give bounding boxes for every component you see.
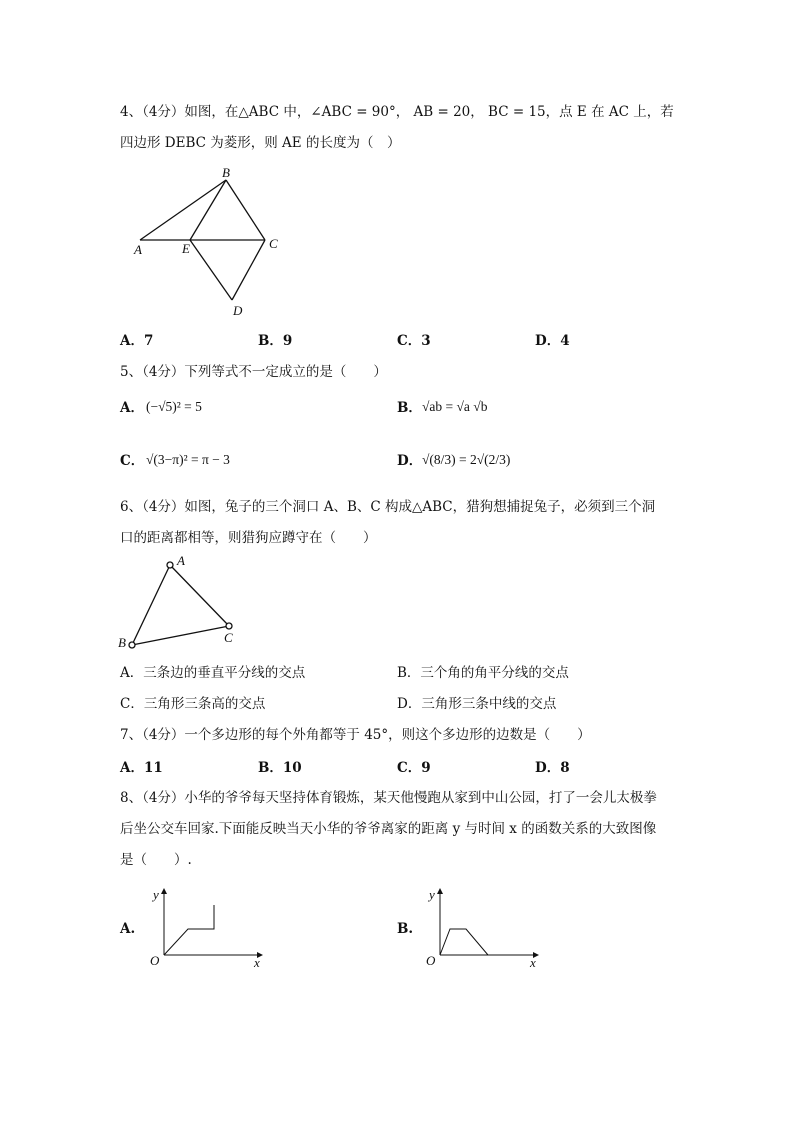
q4-option-d[interactable]: D．4 xyxy=(535,333,570,349)
q4-stem-line2: 四边形 DEBC 为菱形，则 AE 的长度为（ ） xyxy=(120,135,401,151)
q6-label-A: A xyxy=(177,553,185,568)
q5-option-b-label[interactable]: B． xyxy=(397,400,422,416)
q4-option-b[interactable]: B．9 xyxy=(258,333,293,349)
q6-label-C: C xyxy=(224,630,233,645)
q6-stem-line1: 6、（4分）如图，兔子的三个洞口 A、B、C 构成△ABC，猎狗想捕捉兔子，必须到三个洞 xyxy=(120,499,656,515)
q5-stem: 5、（4分）下列等式不一定成立的是（ ） xyxy=(120,364,387,380)
q6-option-d[interactable]: D．三角形三条中线的交点 xyxy=(397,696,557,712)
q4-stem-line1: 4、（4分）如图，在△ABC 中，∠ABC = 90°， AB = 20， BC = 15，点 E 在 AC 上，若 xyxy=(120,104,674,120)
q8-stem-line1: 8、（4分）小华的爷爷每天坚持体育锻炼，某天他慢跑从家到中山公园，打了一会儿太极拳 xyxy=(120,790,657,806)
q8-graph-a xyxy=(148,885,268,970)
q8-stem-line3: 是（ ）. xyxy=(120,852,192,868)
q7-option-a[interactable]: A．11 xyxy=(120,760,163,776)
q6-figure-triangle xyxy=(118,555,248,655)
q5-option-a-math: (−√5)² = 5 xyxy=(146,399,202,414)
q8b-axis-x: x xyxy=(530,955,536,970)
q5-option-a-label[interactable]: A． xyxy=(120,400,144,416)
q7-option-b[interactable]: B．10 xyxy=(258,760,302,776)
q4-label-D: D xyxy=(233,303,243,318)
q6-option-c[interactable]: C．三角形三条高的交点 xyxy=(120,696,266,712)
q7-option-c[interactable]: C．9 xyxy=(397,760,431,776)
q6-stem-line2: 口的距离都相等，则猎狗应蹲守在（ ） xyxy=(120,530,377,546)
q4-option-a[interactable]: A．7 xyxy=(120,333,154,349)
q8b-origin: O xyxy=(426,953,436,968)
q4-label-A: A xyxy=(134,242,142,257)
q4-label-B: B xyxy=(222,165,230,180)
q7-option-d[interactable]: D．8 xyxy=(535,760,570,776)
q8b-axis-y: y xyxy=(429,887,435,902)
q8-option-b[interactable]: B. xyxy=(397,921,414,937)
q6-label-B: B xyxy=(118,635,126,650)
q6-option-a[interactable]: A．三条边的垂直平分线的交点 xyxy=(120,665,306,681)
q4-figure-rhombus xyxy=(130,165,290,325)
q5-option-c-math: √(3−π)² = π − 3 xyxy=(146,452,230,467)
q8-stem-line2: 后坐公交车回家.下面能反映当天小华的爷爷离家的距离 y 与时间 x 的函数关系的大致图像 xyxy=(120,821,657,837)
q6-option-b[interactable]: B．三个角的角平分线的交点 xyxy=(397,665,569,681)
q8a-origin: O xyxy=(150,953,160,968)
q7-stem: 7、（4分）一个多边形的每个外角都等于 45°，则这个多边形的边数是（ ） xyxy=(120,727,591,743)
q5-option-b-math: √ab = √a √b xyxy=(422,399,488,414)
q5-option-d-math: √(8/3) = 2√(2/3) xyxy=(422,452,511,467)
q5-option-c-label[interactable]: C． xyxy=(120,453,145,469)
q8-graph-b xyxy=(424,885,544,970)
q4-option-c[interactable]: C．3 xyxy=(397,333,431,349)
q4-label-E: E xyxy=(182,241,190,256)
q8a-axis-x: x xyxy=(254,955,260,970)
q8-option-a[interactable]: A. xyxy=(120,921,136,937)
q8a-axis-y: y xyxy=(153,887,159,902)
q4-label-C: C xyxy=(269,236,278,251)
q5-option-d-label[interactable]: D． xyxy=(397,453,423,469)
